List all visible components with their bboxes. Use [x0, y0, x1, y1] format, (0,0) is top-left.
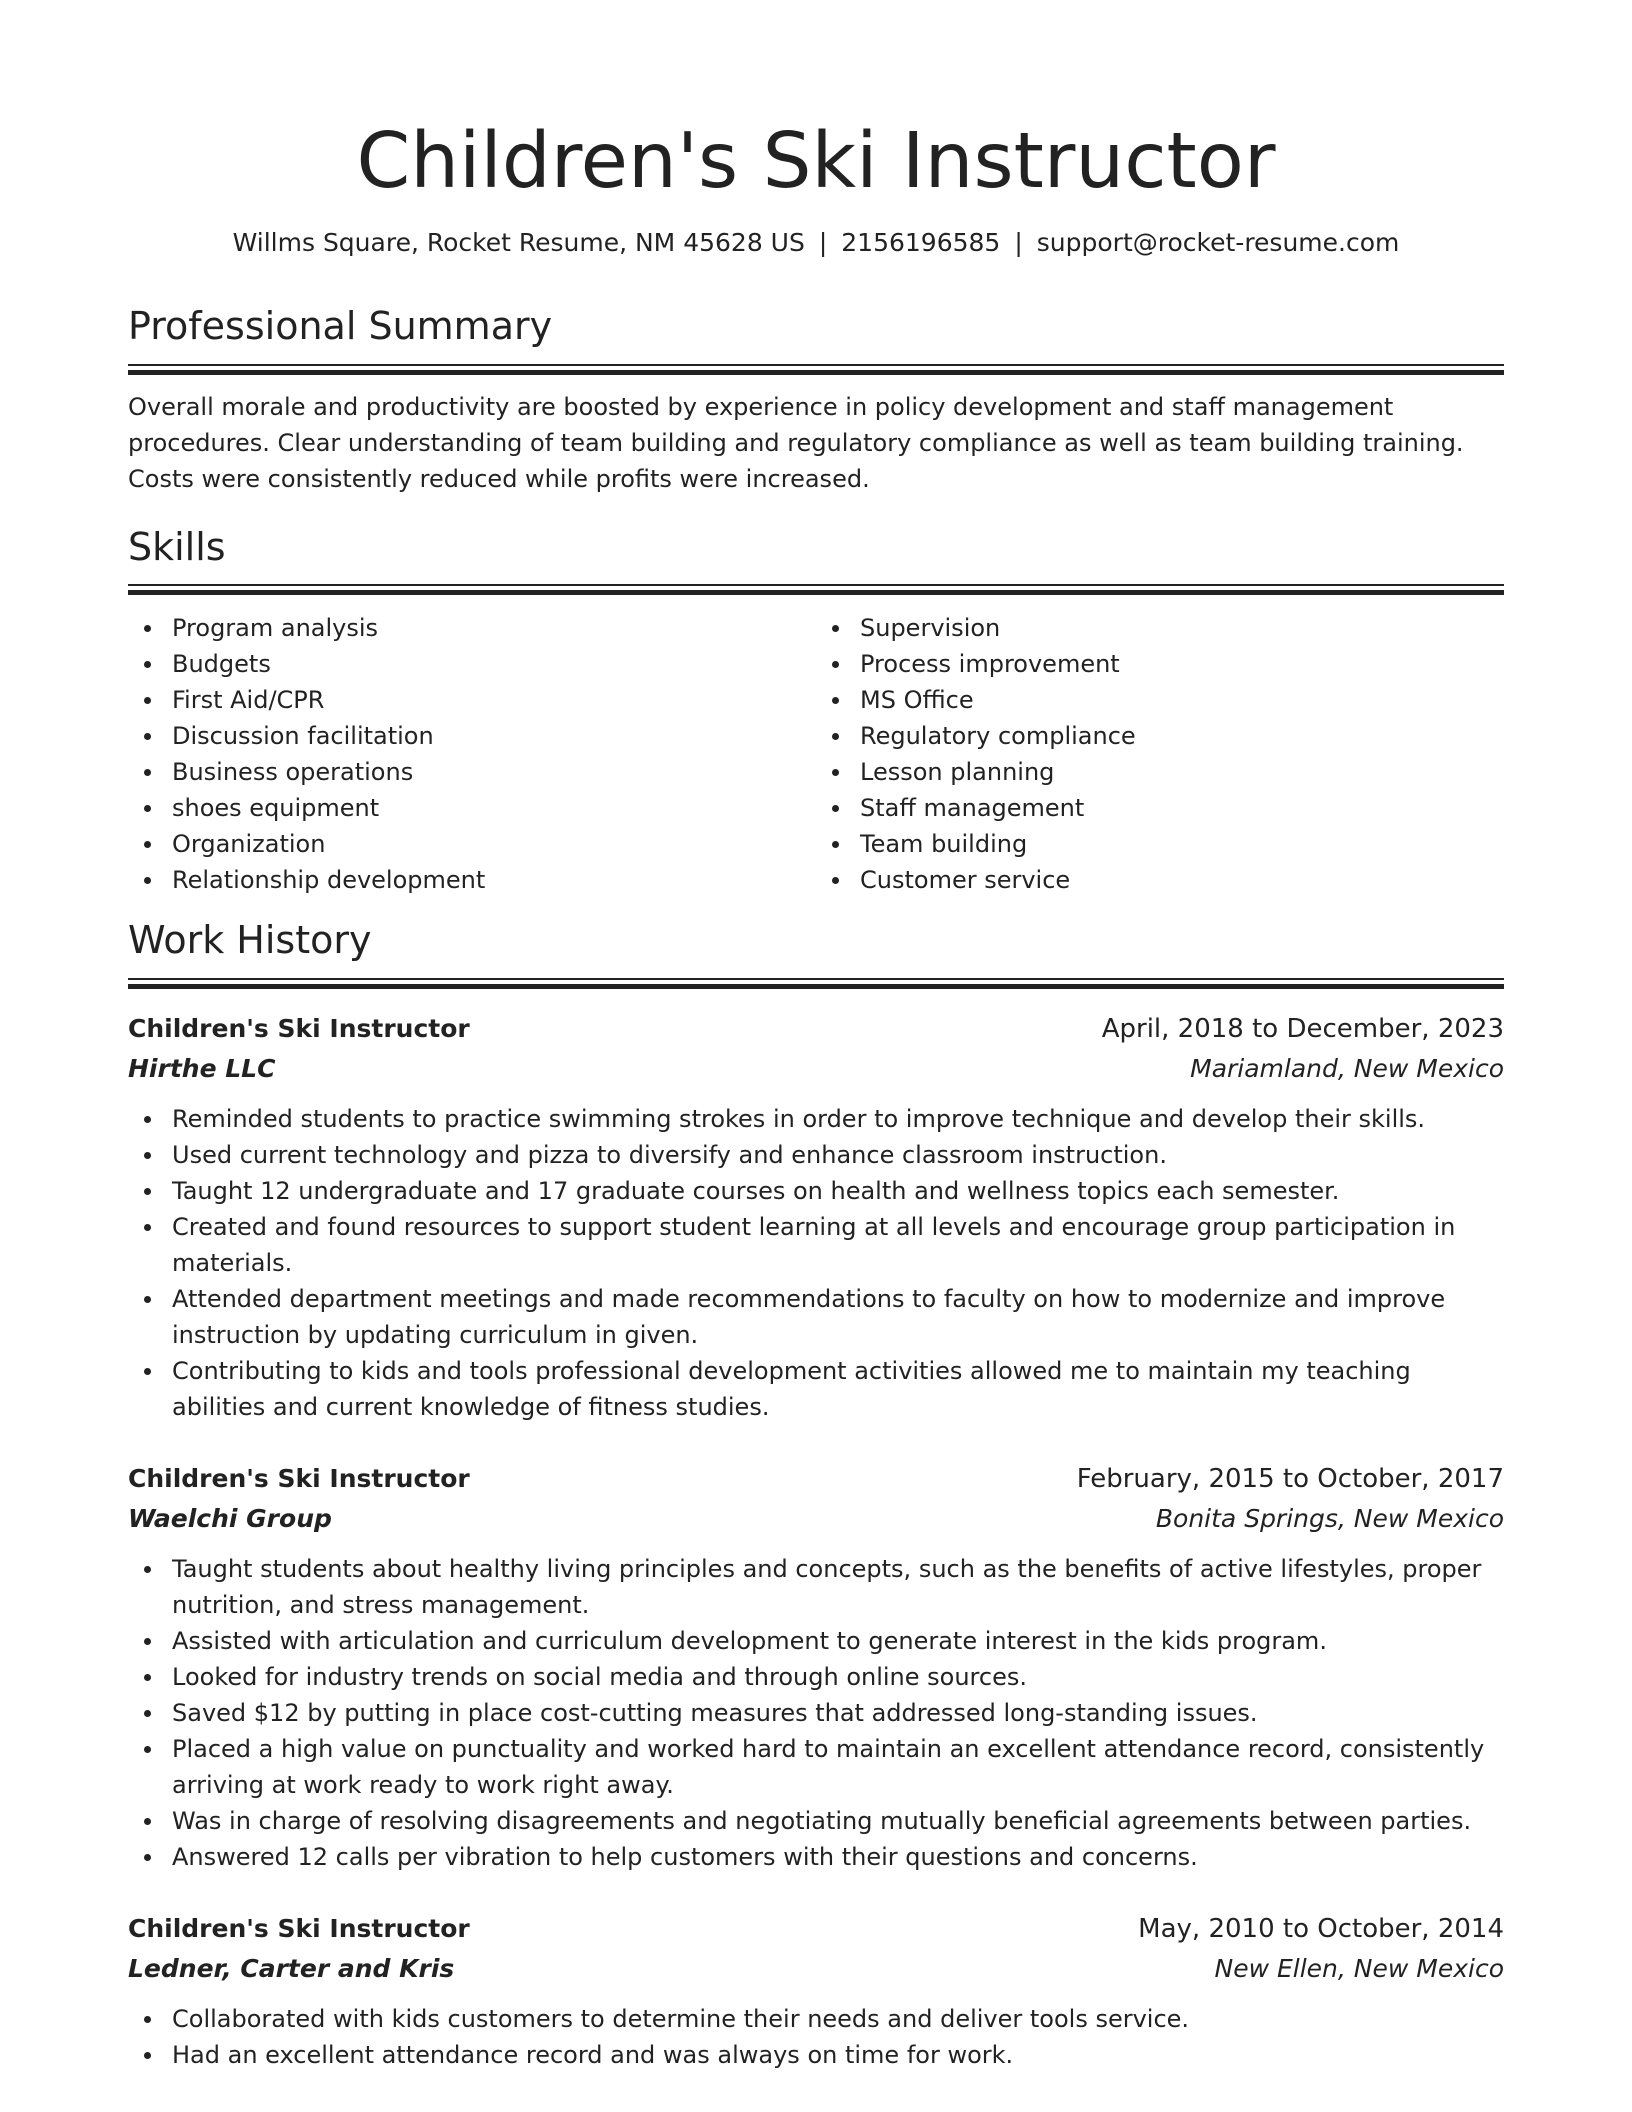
contact-address: Willms Square, Rocket Resume, NM 45628 US — [232, 227, 805, 257]
contact-separator: | — [1014, 227, 1023, 257]
skill-item: Program analysis — [172, 610, 816, 646]
job-entry — [128, 1909, 1504, 2073]
job-entry — [128, 1459, 1504, 1875]
skill-item: Supervision — [860, 610, 1504, 646]
job-duties — [128, 1551, 1504, 1875]
contact-separator: | — [818, 227, 828, 257]
duty-item: Was in charge of resolving disagreements and negotiating mutually beneficial agreements between parties. — [172, 1803, 1504, 1839]
duty-item: Assisted with articulation and curriculum development to generate interest in the kids program. — [172, 1623, 1504, 1659]
duty-item: Used current technology and pizza to diversify and enhance classroom instruction. — [172, 1137, 1504, 1173]
skill-item: Staff management — [860, 790, 1504, 826]
duty-item: Attended department meetings and made recommendations to faculty on how to modernize and improve instruction by updating curriculum in given. — [172, 1281, 1504, 1353]
skill-item: MS Office — [860, 682, 1504, 718]
skills-column-right — [816, 610, 1504, 898]
duty-item: Looked for industry trends on social media and through online sources. — [172, 1659, 1504, 1695]
contact-line — [128, 227, 1504, 260]
skill-item: Relationship development — [172, 862, 816, 898]
skill-item: Discussion facilitation — [172, 718, 816, 754]
summary-heading: Professional Summary — [128, 304, 553, 349]
skill-item: shoes equipment — [172, 790, 816, 826]
skill-item: Regulatory compliance — [860, 718, 1504, 754]
job-dates: April, 2018 to December, 2023 — [1101, 1013, 1504, 1044]
skills-column-left — [128, 610, 816, 898]
skill-item: Team building — [860, 826, 1504, 862]
duty-item: Placed a high value on punctuality and worked hard to maintain an excellent attendance record, consistently arriving at work ready to work right away. — [172, 1731, 1504, 1803]
job-company: Waelchi Group — [128, 1503, 332, 1533]
resume-page — [128, 0, 1504, 2073]
duty-item: Taught students about healthy living principles and concepts, such as the benefits of active lifestyles, proper nutrition, and stress management. — [172, 1551, 1504, 1623]
job-company-row — [128, 1049, 1504, 1089]
duty-item: Taught 12 undergraduate and 17 graduate courses on health and wellness topics each semester. — [172, 1173, 1504, 1209]
skill-item: Lesson planning — [860, 754, 1504, 790]
duty-item: Saved $12 by putting in place cost-cutting measures that addressed long-standing issues. — [172, 1695, 1504, 1731]
job-location: Mariamland, New Mexico — [1190, 1053, 1504, 1083]
job-location: Bonita Springs, New Mexico — [1155, 1503, 1504, 1533]
work-history-heading: Work History — [128, 918, 372, 963]
job-title: Children's Ski Instructor — [128, 1013, 470, 1043]
skills-heading: Skills — [128, 524, 226, 569]
duty-item: Reminded students to practice swimming strokes in order to improve technique and develop their skills. — [172, 1101, 1504, 1137]
job-duties — [128, 2001, 1504, 2073]
job-entry — [128, 1009, 1504, 1425]
skill-item: First Aid/CPR — [172, 682, 816, 718]
duty-item: Collaborated with kids customers to determine their needs and deliver tools service. — [172, 2001, 1504, 2037]
job-company-row — [128, 1949, 1504, 1989]
resume-name: Children's Ski Instructor — [356, 117, 1276, 206]
duty-item: Contributing to kids and tools professional development activities allowed me to maintain my teaching abilities and current knowledge of fitness studies. — [172, 1353, 1504, 1425]
job-header-row — [128, 1009, 1504, 1049]
skill-item: Business operations — [172, 754, 816, 790]
duty-item: Created and found resources to support student learning at all levels and encourage group participation in materials. — [172, 1209, 1504, 1281]
skill-item: Customer service — [860, 862, 1504, 898]
skill-item: Organization — [172, 826, 816, 862]
job-company-row — [128, 1499, 1504, 1539]
job-header-row — [128, 1459, 1504, 1499]
job-dates: May, 2010 to October, 2014 — [1138, 1913, 1504, 1944]
job-header-row — [128, 1909, 1504, 1949]
job-title: Children's Ski Instructor — [128, 1913, 470, 1943]
skill-item: Budgets — [172, 646, 816, 682]
duty-item: Answered 12 calls per vibration to help customers with their questions and concerns. — [172, 1839, 1504, 1875]
skill-item: Process improvement — [860, 646, 1504, 682]
job-duties — [128, 1101, 1504, 1425]
job-location: New Ellen, New Mexico — [1214, 1953, 1504, 1983]
section-divider — [128, 584, 1504, 595]
section-divider — [128, 978, 1504, 989]
contact-phone: 2156196585 — [841, 227, 1001, 257]
skills-grid — [128, 610, 1504, 898]
section-divider — [128, 364, 1504, 375]
job-dates: February, 2015 to October, 2017 — [1076, 1463, 1504, 1494]
contact-email: support@rocket-resume.com — [1036, 227, 1400, 257]
job-company: Hirthe LLC — [128, 1053, 276, 1083]
job-company: Ledner, Carter and Kris — [128, 1953, 455, 1983]
summary-text: Overall morale and productivity are boosted by experience in policy development and staff management procedures. Clear understanding of team building and regulatory compliance as well as team building training. Costs were consistently reduced while profits were increased. — [128, 392, 1464, 493]
duty-item: Had an excellent attendance record and was always on time for work. — [172, 2037, 1504, 2073]
job-title: Children's Ski Instructor — [128, 1463, 470, 1493]
